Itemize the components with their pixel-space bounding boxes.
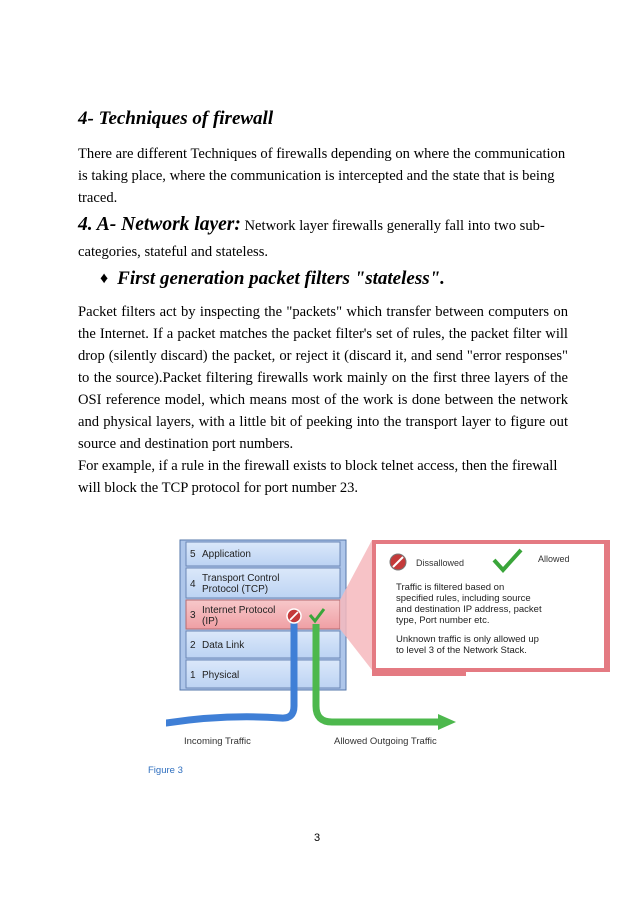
layer-3-label2: (IP) xyxy=(202,616,219,627)
layer-1-label: Physical xyxy=(202,670,240,681)
layer-4-label: Transport Control xyxy=(202,573,280,584)
bullet-heading xyxy=(100,268,445,290)
outgoing-traffic-label: Allowed Outgoing Traffic xyxy=(334,736,437,747)
layer-3-label: Internet Protocol xyxy=(202,605,276,616)
info1-line3: and destination IP address, packet xyxy=(396,604,542,615)
layer-2-label: Data Link xyxy=(202,640,245,651)
layer-4-label2: Protocol (TCP) xyxy=(202,584,269,595)
info1-line2: specified rules, including source xyxy=(396,593,531,604)
info1-line1: Traffic is filtered based on xyxy=(396,582,505,593)
packet-filter-paragraph: Packet filters act by inspecting the "packets" which transfer between computers on the Internet. If a packet matches the packet filter's set of rules, the packet filter will drop (silently discard) the packet, or reject it (discard it, and send "error responses" to the source).Packet filtering firewalls work mainly on the first three layers of the OSI reference model, which means most of the work is done between the network and physical layers, with a little bit of peeking into the transport layer to figure out source and destination port numbers. xyxy=(78,304,568,452)
network-layer-section xyxy=(78,212,568,265)
network-layer-text: Network layer firewalls generally fall into two sub-categories, stateful and stateless. xyxy=(78,218,545,260)
figure-caption: Figure 3 xyxy=(148,765,183,776)
outgoing-arrow-head xyxy=(438,714,456,730)
page-number: 3 xyxy=(314,832,321,844)
info2-line1: Unknown traffic is only allowed up xyxy=(396,634,539,645)
layer-4-num: 4 xyxy=(190,579,196,590)
section-heading: 4- Techniques of firewall xyxy=(78,108,274,129)
layer-1-num: 1 xyxy=(190,670,196,681)
intro-paragraph: There are different Techniques of firewalls depending on where the communication is taking place, where the communication is intercepted and the state that is being traced. xyxy=(78,146,566,206)
bullet-heading-text: First generation packet filters "stateless". xyxy=(117,268,445,289)
callout-inner xyxy=(376,544,604,668)
legend-disallowed-label: Dissallowed xyxy=(416,558,465,568)
layer-5-num: 5 xyxy=(190,549,196,560)
layer-2-num: 2 xyxy=(190,640,196,651)
callout-panel xyxy=(372,540,610,672)
layer-3-num: 3 xyxy=(190,610,196,621)
layer-5-label: Application xyxy=(202,549,251,560)
incoming-traffic-label: Incoming Traffic xyxy=(184,736,251,747)
info1-line4: type, Port number etc. xyxy=(396,615,490,626)
example-paragraph: For example, if a rule in the firewall exists to block telnet access, then the firewall will block the TCP protocol for port number 23. xyxy=(78,458,558,496)
legend-allowed-icon xyxy=(494,550,521,570)
info2-line2: to level 3 of the Network Stack. xyxy=(396,645,527,656)
network-layer-title: 4. A- Network layer: xyxy=(78,214,241,235)
legend-allowed-label: Allowed xyxy=(538,554,570,564)
callout-content-svg xyxy=(376,544,604,668)
diamond-bullet-icon: ♦ xyxy=(100,270,109,287)
